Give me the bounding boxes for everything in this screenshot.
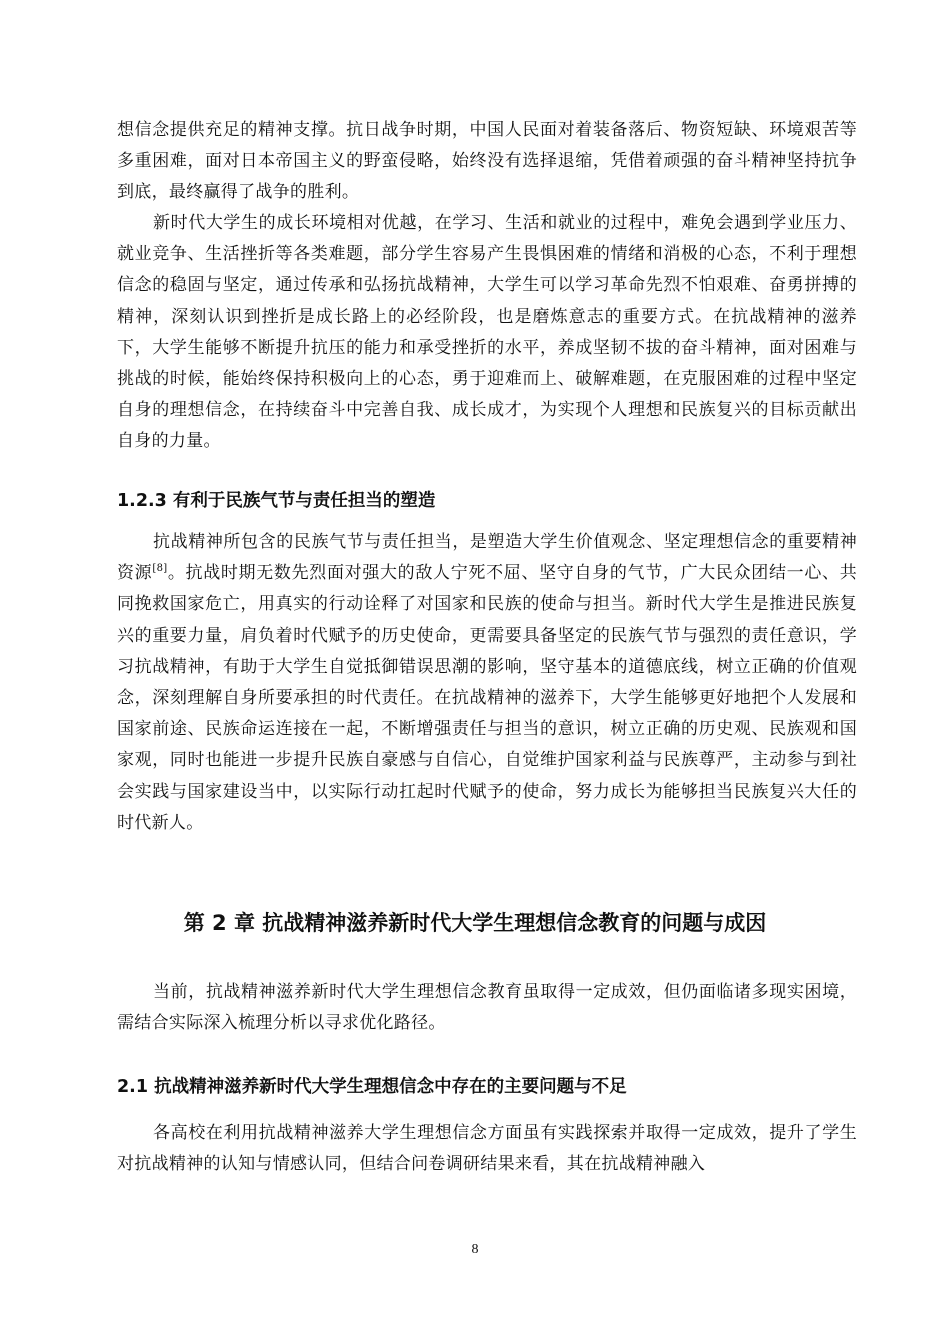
paragraph-text: 新时代大学生的成长环境相对优越，在学习、生活和就业的过程中，难免会遇到学业压力、就业竞争、生活挫折等各类难题，部分学生容易产生畏惧困难的情绪和消极的心态，不利于理想信念的稳固与坚定，通过传承和弘扬抗战精神，大学生可以学习革命先烈不怕艰难、奋勇拼搏的精神，深刻认识到挫折是成长路上的必经阶段，也是磨炼意志的重要方式。在抗战精神的滋养下，大学生能够不断提升抗压的能力和承受挫折的水平，养成坚韧不拔的奋斗精神，面对困难与挑战的时候，能始终保持积极向上的心态，勇于迎难而上、破解难题，在克服困难的过程中坚定自身的理想信念，在持续奋斗中完善自我、成长成才，为实现个人理想和民族复兴的目标贡献出自身的力量。 bbox=[117, 213, 857, 452]
paragraph-text: 抗战精神所包含的民族气节与责任担当，是塑造大学生价值观念、坚定理想信念的重要精神资源 bbox=[117, 532, 857, 584]
paragraph-text: 当前，抗战精神滋养新时代大学生理想信念教育虽取得一定成效，但仍面临诸多现实困境，需结合实际深入梳理分析以寻求优化路径。 bbox=[117, 982, 857, 1034]
paragraph bbox=[117, 527, 857, 839]
paragraph bbox=[117, 208, 857, 458]
paragraph-text: 。抗战时期无数先烈面对强大的敌人宁死不屈、坚守自身的气节，广大民众团结一心、共同挽救国家危亡，用真实的行动诠释了对国家和民族的使命与担当。新时代大学生是推进民族复兴的重要力量，肩负着时代赋予的历史使命，更需要具备坚定的民族气节与强烈的责任意识，学习抗战精神，有助于大学生自觉抵御错误思潮的影响，坚守基本的道德底线，树立正确的价值观念，深刻理解自身所要承担的时代责任。在抗战精神的滋养下，大学生能够更好地把个人发展和国家前途、民族命运连接在一起，不断增强责任与担当的意识，树立正确的历史观、民族观和国家观，同时也能进一步提升民族自豪感与自信心，自觉维护国家利益与民族尊严，主动参与到社会实践与国家建设当中，以实际行动扛起时代赋予的使命，努力成长为能够担当民族复兴大任的时代新人。 bbox=[117, 563, 857, 833]
paragraph-continuation bbox=[117, 115, 857, 209]
citation-reference[interactable]: [8] bbox=[152, 563, 168, 575]
section-heading-2-1: 2.1 抗战精神滋养新时代大学生理想信念中存在的主要问题与不足 bbox=[117, 1077, 627, 1097]
chapter-heading: 第 2 章 抗战精神滋养新时代大学生理想信念教育的问题与成因 bbox=[183, 911, 767, 935]
section-heading-1-2-3: 1.2.3 有利于民族气节与责任担当的塑造 bbox=[117, 491, 436, 511]
paragraph bbox=[117, 977, 857, 1039]
paragraph bbox=[117, 1118, 857, 1180]
paragraph-text: 想信念提供充足的精神支撑。抗日战争时期，中国人民面对着装备落后、物资短缺、环境艰苦等多重困难，面对日本帝国主义的野蛮侵略，始终没有选择退缩，凭借着顽强的奋斗精神坚持抗争到底，最终赢得了战争的胜利。 bbox=[117, 120, 857, 203]
paragraph-text: 各高校在利用抗战精神滋养大学生理想信念方面虽有实践探索并取得一定成效，提升了学生对抗战精神的认知与情感认同，但结合问卷调研结果来看，其在抗战精神融入 bbox=[117, 1123, 857, 1175]
page-number: 8 bbox=[471, 1242, 479, 1257]
